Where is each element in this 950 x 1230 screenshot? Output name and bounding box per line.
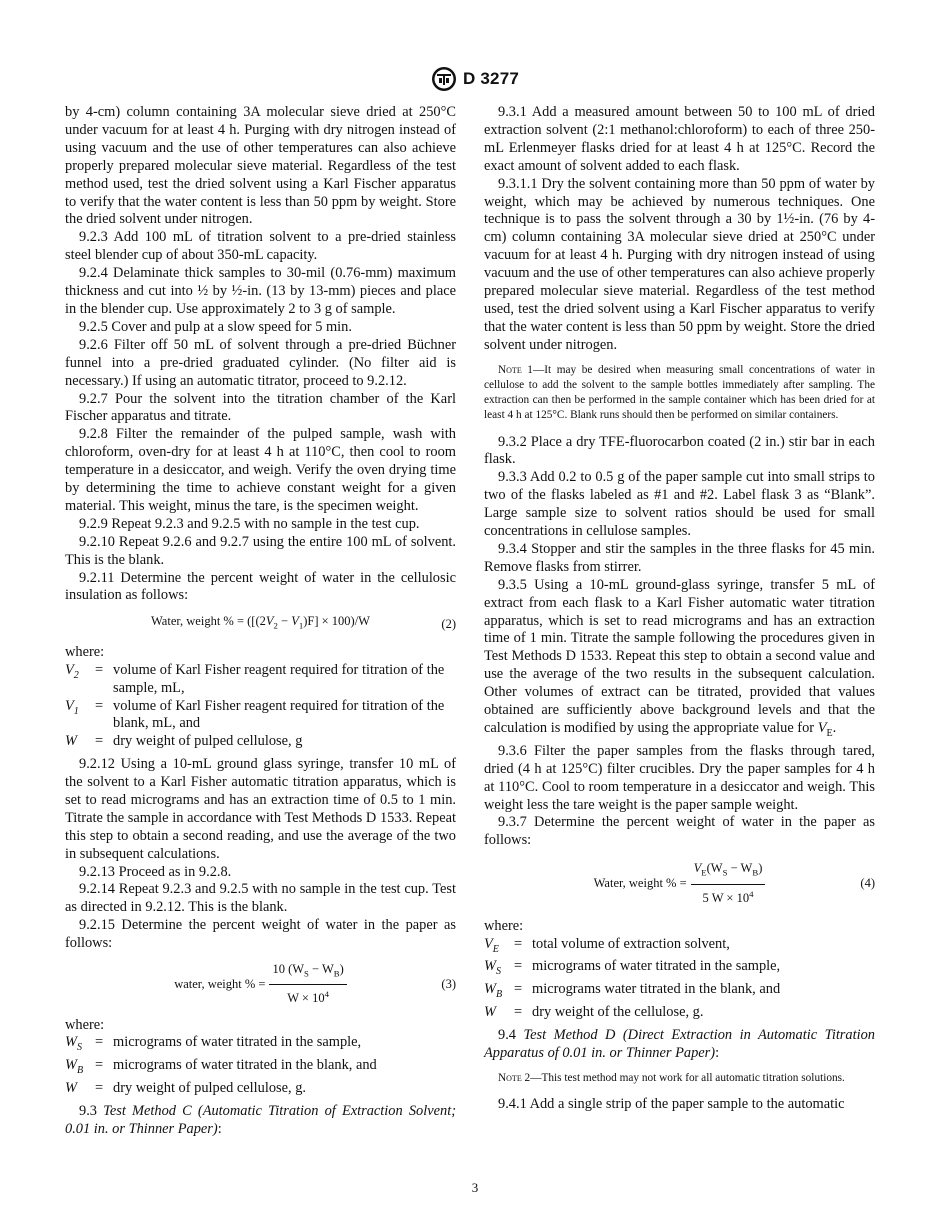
paragraph-9-3-7: 9.3.7 Determine the percent weight of water in the paper as follows: — [484, 814, 875, 849]
definition-item: $W_B$ = micrograms of water titrated in the blank, and — [65, 1057, 377, 1077]
paragraph-9-3-3: 9.3.3 Add 0.2 to 0.5 g of the paper sample cut into small strips to two of the flasks labeled as #1 and #2. Label flask 3 as “Blank”. Large sample size to solvent ratios should be used for small concentrations in cellulose samples. — [484, 469, 875, 540]
equation-2 — [65, 613, 456, 635]
section-9-3-heading: 9.3 Test Method C (Automatic Titration of Extraction Solvent; 0.01 in. or Thinner Paper): — [65, 1102, 457, 1137]
definition-item: $W_B$ = micrograms water titrated in the blank, and — [484, 981, 781, 1001]
definition-item: W = dry weight of the cellulose, g. — [484, 1003, 704, 1020]
equation-number: (3) — [441, 976, 456, 991]
equation-number: (2) — [441, 616, 456, 631]
left-column — [65, 104, 456, 1139]
paragraph-9-2-13: 9.2.13 Proceed as in 9.2.8. — [79, 863, 232, 880]
definition-item: W = dry weight of pulped cellulose, g — [65, 733, 303, 750]
definition-item: $V_1$ = volume of Karl Fisher reagent required for titration of the blank, mL, and — [65, 697, 445, 732]
where-label: where: — [484, 917, 524, 934]
definition-list — [65, 662, 456, 756]
paragraph-9-3-1: 9.3.1 Add a measured amount between 50 to 100 mL of dried extraction solvent (2:1 methanol:chloroform) to each of three 250-mL Erlenmeyer flasks dried for at least 4 h at 125°C. Record the exact amount of solvent added to each flask. — [484, 104, 875, 174]
paragraph-9-2-11: 9.2.11 Determine the percent weight of water in the cellulosic insulation as follows: — [65, 569, 456, 604]
paragraph-9-3-4: 9.3.4 Stopper and stir the samples in the three flasks for 45 min. Remove flasks from stirrer. — [484, 540, 875, 575]
paragraph-9-2-5: 9.2.5 Cover and pulp at a slow speed for 5 min. — [79, 318, 352, 335]
paragraph-continuation: by 4-cm) column containing 3A molecular sieve dried at 250°C under vacuum for at least 4 h. Purging with dry nitrogen instead of using vacuum and the use of other temperatures can also achieve properly prepared molecular sieve material. Regardless of the test method used, test the dried solvent using a Karl Fischer apparatus to verify that the water content is less than 50 ppm by weight. Store the dried solvent under nitrogen. — [65, 104, 456, 228]
where-label: where: — [65, 643, 105, 660]
paragraph-9-3-1-1: 9.3.1.1 Dry the solvent containing more than 50 ppm of water by weight, which may be achieved by numerous techniques. One technique is to pass the solvent through a 30 by 1½-in. (76 by 4-cm) column containing 3A molecular sieve dried at 250°C under vacuum for at least 4 h. Purging with dry nitrogen instead of using vacuum and the use of other temperatures can also achieve properly prepared molecular sieve material. Regardless of the test method used, test the dried solvent using a Karl Fischer apparatus to verify that the water content is less than 50 ppm by weight. Store the dried solvent under nitrogen. — [484, 175, 875, 353]
where-label: where: — [65, 1016, 105, 1033]
definition-item: $V_2$ = volume of Karl Fisher reagent required for titration of the sample, mL, — [65, 661, 445, 696]
paragraph-9-2-8: 9.2.8 Filter the remainder of the pulped sample, wash with chloroform, oven-dry for at least 4 h at 110°C, then cool to room temperature in a desiccator, and weigh. Verify the oven drying time by determining the time to achieve constant weight for a given material. This weight, minus the tare, is the specimen weight. — [65, 426, 456, 514]
page-header — [0, 66, 950, 97]
note-2: Note 2—This test method may not work for all automatic titration solutions. — [498, 1071, 845, 1084]
equation-number: (4) — [860, 876, 875, 890]
paragraph-9-3-5: 9.3.5 Using a 10-mL ground-glass syringe, transfer 5 mL of extract from each flask to a Karl Fisher automatic water titration apparatus, which is set to read micrograms and has an extraction time of 1 min. Titrate the sample following the procedures given in Test Methods D 1533. Repeat this step to obtain a second value and use the average of the two results in the subsequent calculation. Other volumes of extract can be titrated, provided that values obtained are sufficiently above background levels and that the calculation is modified by using the appropriate value for $V_E$. — [484, 576, 875, 739]
paragraph-9-2-14: 9.2.14 Repeat 9.2.3 and 9.2.5 with no sample in the test cup. Test as directed in 9.2.12. This is the blank. — [65, 881, 456, 916]
equation-4-fraction: $\frac{V_E(W_S - W_B)}{5 W \times 10^4}$ — [691, 860, 766, 907]
equation-3: water, weight % = $\frac{10 (W_S - W_B)}{W \times 10^4}$ (3) — [65, 961, 456, 1008]
astm-logo-icon — [431, 66, 457, 92]
definition-item: W = dry weight of pulped cellulose, g. — [65, 1080, 307, 1096]
right-column — [484, 104, 875, 1114]
definition-list — [65, 1034, 456, 1102]
paragraph-9-4-1: 9.4.1 Add a single strip of the paper sample to the automatic — [498, 1095, 845, 1112]
paragraph-9-2-10: 9.2.10 Repeat 9.2.6 and 9.2.7 using the entire 100 mL of solvent. This is the blank. — [65, 533, 456, 568]
equation-4: Water, weight % = $\frac{V_E(W_S - W_B)}{5 W \times 10^4}$ (4) — [484, 860, 875, 907]
definition-item: $W_S$ = micrograms of water titrated in the sample, — [484, 958, 781, 978]
paragraph-9-2-7: 9.2.7 Pour the solvent into the titration chamber of the Karl Fischer apparatus and titrate. — [65, 390, 456, 425]
equation-3-fraction: $\frac{10 (W_S - W_B)}{W \times 10^4}$ — [269, 961, 346, 1008]
equation-2-body: Water, weight % = $([(2V_2 - V_1)F] \times 100)/W$ — [151, 614, 370, 631]
definition-list — [484, 936, 875, 1027]
paragraph-9-2-6: 9.2.6 Filter off 50 mL of solvent through a pre-dried Büchner funnel into a pre-dried graduated cylinder. (No filter aid is necessary.) If using an automatic titrator, proceed to 9.2.12. — [65, 336, 456, 389]
definition-item: $V_E$ = total volume of extraction solvent, — [484, 935, 730, 955]
definition-item: $W_S$ = micrograms of water titrated in the sample, — [65, 1034, 362, 1054]
paragraph-9-2-3: 9.2.3 Add 100 mL of titration solvent to a pre-dried stainless steel blender cup of about 350-mL capacity. — [65, 229, 456, 264]
paragraph-9-3-6: 9.3.6 Filter the paper samples from the flasks through tared, dried (4 h at 125°C) filter crucibles. Dry the paper samples for 4 h at 110°C. Cool to room temperature in a desiccator and weigh. This weight less the tare weight is the paper sample weight. — [484, 742, 875, 813]
page-number: 3 — [471, 1180, 479, 1195]
paragraph-9-2-12: 9.2.12 Using a 10-mL ground glass syringe, transfer 10 mL of the solvent to a Karl Fisher automatic titration apparatus, which is set to read micrograms and has an extraction time of 0.5 to 1 min. Titrate the sample in accordance with Test Methods D 1533. Repeat this step to obtain a second reading, and use the average of the two in subsequent calculations. — [65, 756, 456, 862]
note-1: Note 1—It may be desired when measuring small concentrations of water in cellulose to add the solvent to the sample bottles immediately after sampling. The extraction can then be performed in the sample container which has been dried for at least 4 h at 125°C. Blank runs should then be performed on similar containers. — [484, 363, 875, 422]
document-designation: D 3277 — [462, 69, 520, 88]
paragraph-9-2-15: 9.2.15 Determine the percent weight of water in the paper as follows: — [65, 917, 456, 952]
paragraph-9-2-9: 9.2.9 Repeat 9.2.3 and 9.2.5 with no sample in the test cup. — [79, 515, 420, 532]
paragraph-9-2-4: 9.2.4 Delaminate thick samples to 30-mil (0.76-mm) maximum thickness and cut into ½ by ½-in. (13 by 13-mm) pieces and place in the blender cup. Use approximately 2 to 3 g of sample. — [65, 265, 456, 317]
paragraph-9-3-2: 9.3.2 Place a dry TFE-fluorocarbon coated (2 in.) stir bar in each flask. — [484, 433, 875, 468]
section-9-4-heading: 9.4 Test Method D (Direct Extraction in Automatic Titration Apparatus of 0.01 in. or Thinner Paper): — [484, 1026, 875, 1061]
